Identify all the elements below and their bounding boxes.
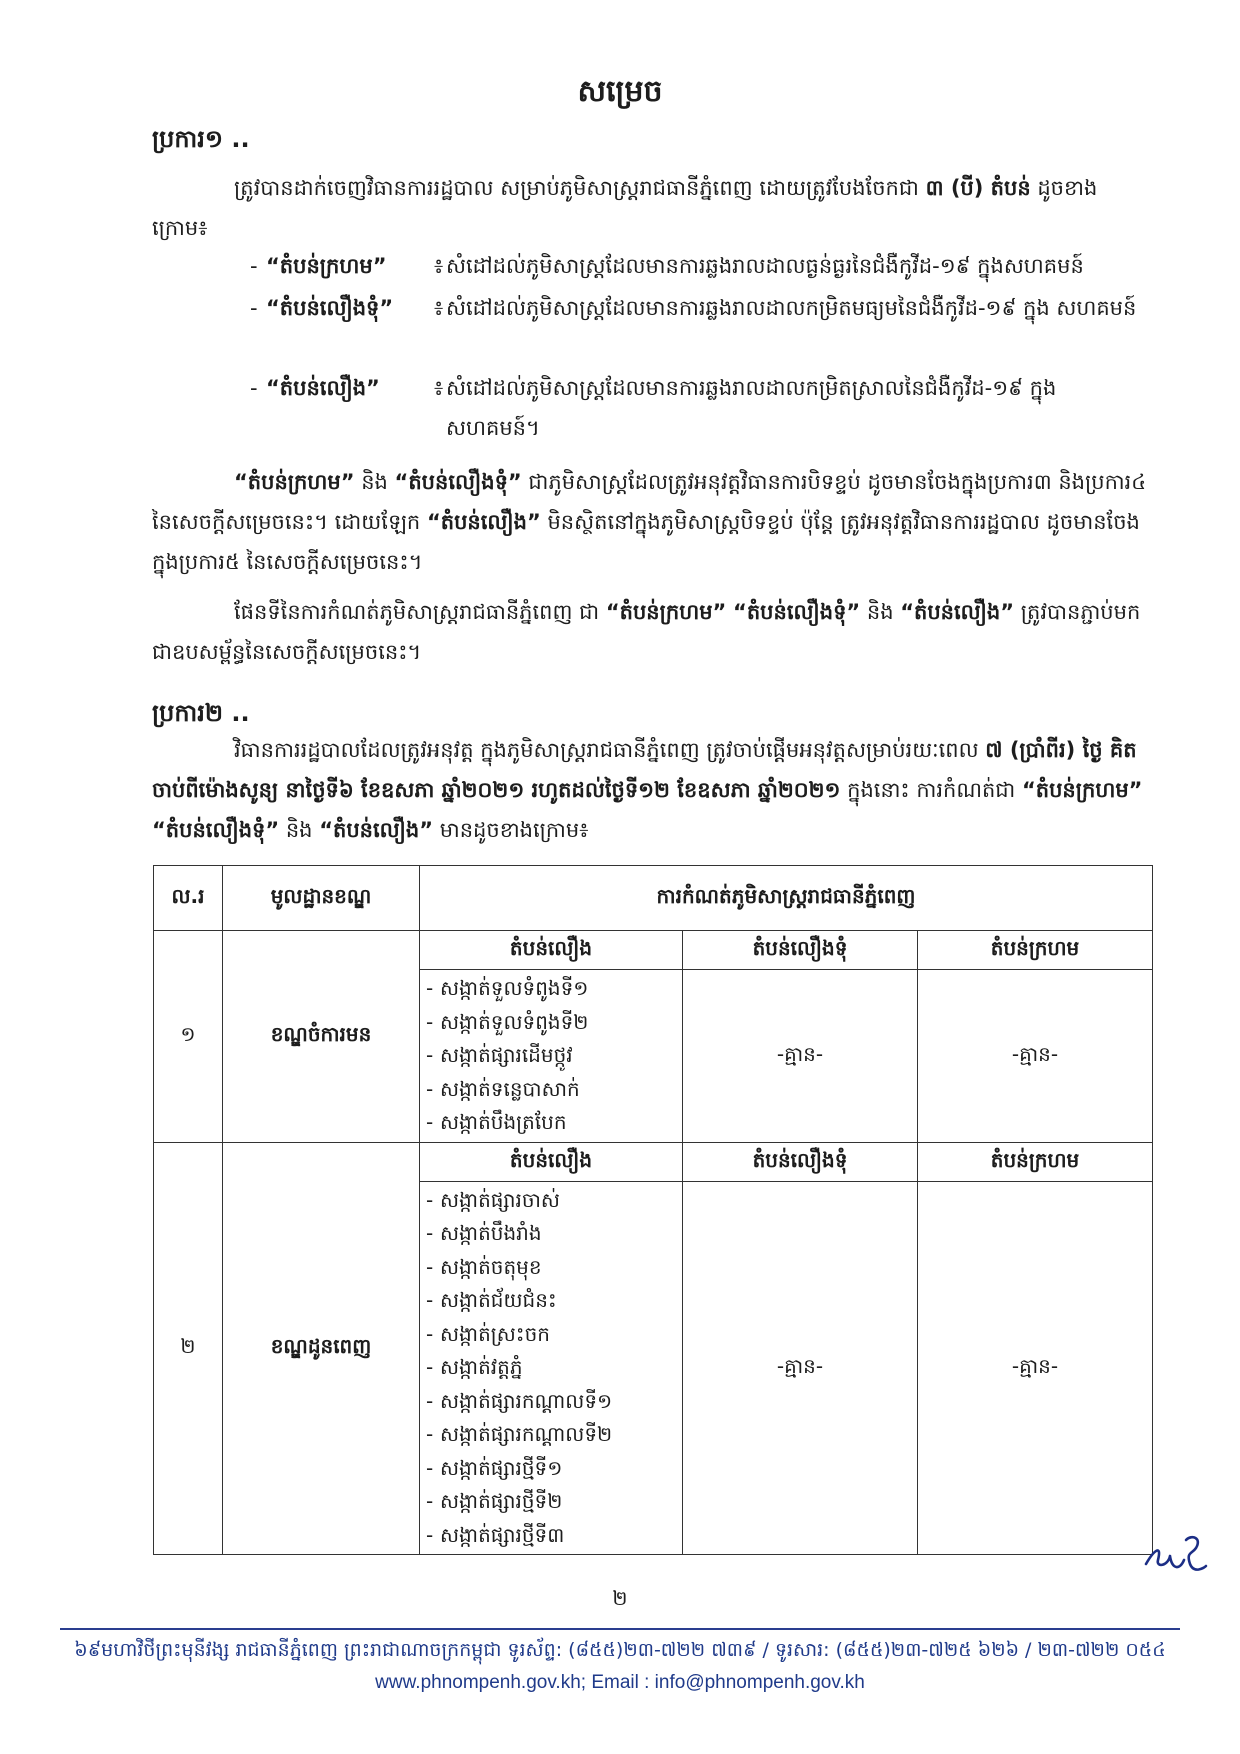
signature-initials [1140, 1530, 1210, 1576]
list-item: - សង្កាត់ទន្លេបាសាក់ [426, 1076, 580, 1101]
article-1-intro-bold: ៣ (បី) តំបន់ [925, 176, 1031, 200]
list-item: - សង្កាត់វត្តភ្នំ [426, 1355, 523, 1379]
article-2-paragraph: វិធានការរដ្ឋបាលដែលត្រូវអនុវត្ត ក្នុងភូមិសាស្ត្ររាជធានីភ្នំពេញ ត្រូវចាប់ផ្ដើមអនុវត្តសម្រាប់រយៈពេល ៧ (ប្រាំពីរ) ថ្ងៃ គិតចាប់ពីម៉ោងសូន្យ នាថ្ងៃទី៦ ខែឧសភា ឆ្នាំ២០២១ រហូតដល់ថ្ងៃទី១២ ខែឧសភា ឆ្នាំ២០២១ ក្នុងនោះ ការកំណត់ជា “តំបន់ក្រហម” “តំបន់លឿងទុំ” និង “តំបន់លឿង” មានដូចខាងក្រោម៖ [152, 738, 1143, 842]
article-2-heading: ប្រការ២ .. [152, 699, 250, 727]
list-item: - សង្កាត់ផ្សារកណ្ដាលទី២ [426, 1422, 613, 1446]
table-header-row [154, 866, 1153, 931]
table-subheader-row [154, 1142, 1153, 1181]
footer-divider [60, 1628, 1180, 1630]
document-title: សម្រេច [577, 74, 663, 109]
yellow-zone-cell [420, 1181, 683, 1555]
subheader-yellow-zone: តំបន់លឿង [420, 1142, 683, 1181]
zone-name: “តំបន់លឿងទុំ” [266, 296, 394, 320]
column-header-zoning: ការកំណត់ភូមិសាស្ត្ររាជធានីភ្នំពេញ [420, 866, 1153, 931]
subheader-orange-zone: តំបន់លឿងទុំ [683, 931, 918, 970]
article-1-intro-text: ត្រូវបានដាក់ចេញវិធានការរដ្ឋបាល សម្រាប់ភូមិសាស្ត្ររាជធានីភ្នំពេញ ដោយត្រូវបែងចែកជា [234, 176, 926, 200]
row-number: ១ [154, 931, 223, 1143]
subheader-yellow-zone: តំបន់លឿង [420, 931, 683, 970]
list-item: - សង្កាត់ទួលទំពូងទី២ [426, 1009, 589, 1034]
table-subheader-row [154, 931, 1153, 970]
article-1-intro [152, 168, 1152, 248]
zone-definition-red: - “តំបន់ក្រហម” ៖ សំដៅដល់ភូមិសាស្ត្រដែលមានការឆ្លងរាលដាលធ្ងន់ធ្ងរនៃជំងឺកូវីដ-១៩ ក្នុងសហគមន៍ [250, 246, 1160, 286]
zoning-table [153, 865, 1153, 1555]
list-item: - សង្កាត់ផ្សារចាស់ [426, 1187, 560, 1212]
subheader-red-zone: តំបន់ក្រហម [918, 1142, 1153, 1181]
commune-list [420, 1182, 682, 1555]
row-number: ២ [154, 1142, 223, 1555]
district-name: ខណ្ឌចំការមន [223, 931, 420, 1143]
list-item: - សង្កាត់ទួលទំពូងទី១ [426, 976, 589, 1000]
column-header-district: មូលដ្ឋានខណ្ឌ [223, 866, 420, 931]
zone-description: សំដៅដល់ភូមិសាស្ត្រដែលមានការឆ្លងរាលដាលកម្រិតមធ្យមនៃជំងឺកូវីដ-១៩ ក្នុង សហគមន៍ [446, 296, 1137, 320]
list-item: - សង្កាត់ផ្សារថ្មីទី៣ [426, 1522, 565, 1547]
list-item: - សង្កាត់បឹងរាំង [426, 1221, 542, 1245]
column-header-number: ល.រ [154, 866, 223, 931]
orange-zone-cell: -គ្មាន- [683, 970, 918, 1143]
footer-web-email: www.phnompenh.gov.kh; Email : info@phnompenh.gov.kh [375, 1672, 865, 1693]
zone-definition-yellow: - “តំបន់លឿង” ៖ សំដៅដល់ភូមិសាស្ត្រដែលមានការឆ្លងរាលដាលកម្រិតស្រាលនៃជំងឺកូវីដ-១៩ ក្នុង សហគមន៍។ [250, 368, 1160, 408]
article-1-paragraph-2: “តំបន់ក្រហម” និង “តំបន់លឿងទុំ” ជាភូមិសាស្ត្រដែលត្រូវអនុវត្តវិធានការបិទខ្ទប់ ដូចមានចែងក្នុងប្រការ៣ និងប្រការ៤ នៃសេចក្ដីសម្រេចនេះ។ ដោយឡែក “តំបន់លឿង” មិនស្ថិតនៅក្នុងភូមិសាស្ត្របិទខ្ទប់ ប៉ុន្តែ ត្រូវអនុវត្តវិធានការរដ្ឋបាល ដូចមានចែងក្នុងប្រការ៥ នៃសេចក្ដីសម្រេចនេះ។ [152, 470, 1147, 574]
commune-list [420, 970, 682, 1142]
zone-name: “តំបន់លឿង” [266, 376, 380, 400]
list-item: - សង្កាត់ផ្សារថ្មីទី១ [426, 1455, 563, 1480]
subheader-red-zone: តំបន់ក្រហម [918, 931, 1153, 970]
subheader-orange-zone: តំបន់លឿងទុំ [683, 1142, 918, 1181]
zone-definition-orange: - “តំបន់លឿងទុំ” ៖ សំដៅដល់ភូមិសាស្ត្រដែលមានការឆ្លងរាលដាលកម្រិតមធ្យមនៃជំងឺកូវីដ-១៩ ក្នុង សហគមន៍ [250, 288, 1160, 328]
district-name: ខណ្ឌដូនពេញ [223, 1142, 420, 1555]
zone-description: សំដៅដល់ភូមិសាស្ត្រដែលមានការឆ្លងរាលដាលធ្ងន់ធ្ងរនៃជំងឺកូវីដ-១៩ ក្នុងសហគមន៍ [446, 254, 1084, 278]
zone-name: “តំបន់ក្រហម” [266, 254, 387, 278]
page-number: ២ [612, 1586, 628, 1610]
list-item: - សង្កាត់ចតុមុខ [426, 1254, 542, 1279]
article-1-paragraph-3: ផែនទីនៃការកំណត់ភូមិសាស្ត្ររាជធានីភ្នំពេញ ជា “តំបន់ក្រហម” “តំបន់លឿងទុំ” និង “តំបន់លឿង” ត្រូវបានភ្ជាប់មកជាឧបសម្ព័ន្ធនៃសេចក្ដីសម្រេចនេះ។ [152, 600, 1141, 664]
list-item: - សង្កាត់ស្រះចក [426, 1321, 550, 1346]
article-1-heading: ប្រការ១ .. [152, 125, 250, 153]
list-item: - សង្កាត់ផ្សារដើមថ្កូវ [426, 1043, 573, 1067]
list-item: - សង្កាត់ផ្សារថ្មីទី២ [426, 1489, 563, 1513]
orange-zone-cell: -គ្មាន- [683, 1181, 918, 1555]
list-item: - សង្កាត់បឹងត្របែក [426, 1110, 567, 1134]
list-item: - សង្កាត់ជ័យជំនះ [426, 1288, 557, 1312]
yellow-zone-cell [420, 970, 683, 1143]
red-zone-cell: -គ្មាន- [918, 970, 1153, 1143]
red-zone-cell: -គ្មាន- [918, 1181, 1153, 1555]
article-1-intro-end: ដូចខាងក្រោម៖ [152, 176, 1098, 240]
list-item: - សង្កាត់ផ្សារកណ្ដាលទី១ [426, 1388, 613, 1413]
zone-description: សំដៅដល់ភូមិសាស្ត្រដែលមានការឆ្លងរាលដាលកម្រិតស្រាលនៃជំងឺកូវីដ-១៩ ក្នុង សហគមន៍។ [446, 376, 1057, 440]
footer-address: ៦៩មហាវិថីព្រះមុនីវង្ស រាជធានីភ្នំពេញ ព្រះរាជាណាចក្រកម្ពុជា ទូរស័ព្ទ: (៨៥៥)២៣-៧២២ ៧៣៩ / ទូរសារ: (៨៥៥)២៣-៧២៥ ៦២៦ / ២៣-៧២២ ០៥៤ [74, 1639, 1166, 1661]
